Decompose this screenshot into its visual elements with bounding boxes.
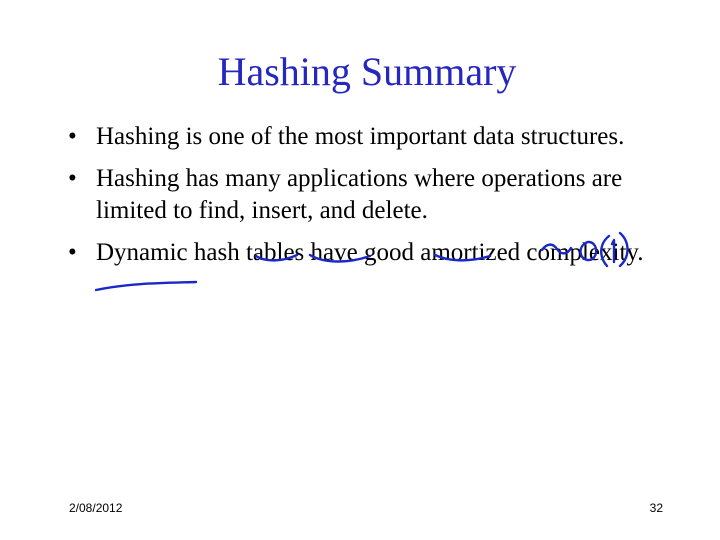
slide-title: Hashing Summary: [217, 49, 517, 94]
bullet-item: [68, 237, 678, 269]
bullet-marker: •: [68, 239, 77, 266]
footer-date: 2/08/2012: [69, 501, 123, 515]
strikethrough-dynamic-stroke: [96, 282, 196, 290]
bullet-text: Hashing has many applications where operations are limited to find, insert, and delete.: [96, 165, 623, 224]
bullet-item: [68, 163, 678, 227]
bullet-text: Dynamic hash tables have good amortized complexity.: [96, 239, 644, 266]
bullet-text: Hashing is one of the most important data structures.: [96, 123, 625, 150]
bullet-item: [68, 121, 678, 153]
bullet-list: [68, 121, 678, 279]
bullet-marker: •: [68, 165, 77, 192]
bullet-marker: •: [68, 123, 77, 150]
footer-page-number: 32: [649, 501, 663, 515]
